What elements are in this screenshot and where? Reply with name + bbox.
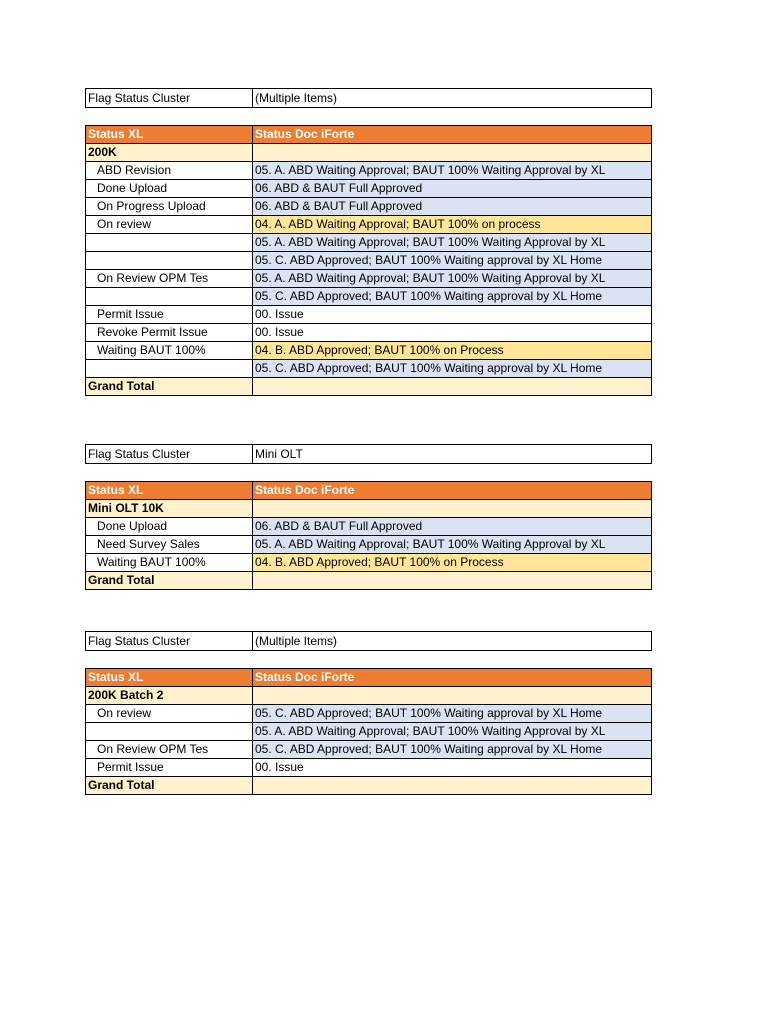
table-row	[86, 705, 652, 723]
grand-total-value	[253, 777, 652, 795]
group-row	[86, 500, 652, 518]
grand-total-row	[86, 572, 652, 590]
status-xl-cell: ABD Revision	[86, 162, 253, 180]
status-xl-cell: On review	[86, 216, 253, 234]
table-row	[86, 252, 652, 270]
status-xl-cell	[86, 723, 253, 741]
status-xl-cell: On review	[86, 705, 253, 723]
filter-label: Flag Status Cluster	[86, 89, 253, 108]
column-header-status-xl[interactable]: Status XL	[86, 482, 253, 500]
status-doc-cell: 00. Issue	[253, 306, 652, 324]
status-doc-cell: 04. B. ABD Approved; BAUT 100% on Process	[253, 342, 652, 360]
table-row	[86, 342, 652, 360]
grand-total-value	[253, 378, 652, 396]
header-row	[86, 126, 652, 144]
filter-label: Flag Status Cluster	[86, 445, 253, 464]
pivot-section-2	[85, 444, 651, 464]
table-row	[86, 741, 652, 759]
table-row	[86, 234, 652, 252]
grand-total-label: Grand Total	[86, 378, 253, 396]
group-row	[86, 144, 652, 162]
pivot-table	[85, 125, 652, 396]
table-row	[86, 162, 652, 180]
status-doc-cell: 04. B. ABD Approved; BAUT 100% on Process	[253, 554, 652, 572]
column-header-status-xl[interactable]: Status XL	[86, 126, 253, 144]
status-xl-cell: Waiting BAUT 100%	[86, 342, 253, 360]
grand-total-row	[86, 777, 652, 795]
status-xl-cell	[86, 288, 253, 306]
column-header-status-xl[interactable]: Status XL	[86, 669, 253, 687]
table-row	[86, 723, 652, 741]
filter-row	[86, 445, 652, 464]
status-doc-cell: 05. C. ABD Approved; BAUT 100% Waiting approval by XL Home	[253, 741, 652, 759]
status-doc-cell: 06. ABD & BAUT Full Approved	[253, 518, 652, 536]
status-doc-cell: 05. A. ABD Waiting Approval; BAUT 100% Waiting Approval by XL	[253, 536, 652, 554]
status-doc-cell: 04. A. ABD Waiting Approval; BAUT 100% on process	[253, 216, 652, 234]
pivot-table	[85, 481, 652, 590]
status-xl-cell: Done Upload	[86, 180, 253, 198]
table-row	[86, 216, 652, 234]
status-xl-cell: Revoke Permit Issue	[86, 324, 253, 342]
filter-table	[85, 88, 652, 108]
group-empty-cell	[253, 500, 652, 518]
table-row	[86, 759, 652, 777]
status-doc-cell: 05. A. ABD Waiting Approval; BAUT 100% Waiting Approval by XL	[253, 162, 652, 180]
filter-value[interactable]: (Multiple Items)	[253, 89, 652, 108]
pivot-section-3	[85, 631, 651, 651]
status-xl-cell: Permit Issue	[86, 759, 253, 777]
status-doc-cell: 00. Issue	[253, 759, 652, 777]
table-row	[86, 518, 652, 536]
table-row	[86, 306, 652, 324]
status-doc-cell: 05. C. ABD Approved; BAUT 100% Waiting approval by XL Home	[253, 252, 652, 270]
status-xl-cell	[86, 360, 253, 378]
header-row	[86, 482, 652, 500]
group-label[interactable]: Mini OLT 10K	[86, 500, 253, 518]
filter-label: Flag Status Cluster	[86, 632, 253, 651]
status-doc-cell: 05. A. ABD Waiting Approval; BAUT 100% Waiting Approval by XL	[253, 723, 652, 741]
table-row	[86, 324, 652, 342]
pivot-table-2	[85, 481, 651, 590]
status-xl-cell: On Review OPM Tes	[86, 741, 253, 759]
status-doc-cell: 06. ABD & BAUT Full Approved	[253, 180, 652, 198]
status-xl-cell	[86, 252, 253, 270]
status-doc-cell: 05. A. ABD Waiting Approval; BAUT 100% Waiting Approval by XL	[253, 234, 652, 252]
group-empty-cell	[253, 144, 652, 162]
status-doc-cell: 06. ABD & BAUT Full Approved	[253, 198, 652, 216]
status-xl-cell: On Progress Upload	[86, 198, 253, 216]
table-row	[86, 536, 652, 554]
status-xl-cell: Done Upload	[86, 518, 253, 536]
filter-row	[86, 632, 652, 651]
filter-table	[85, 631, 652, 651]
status-doc-cell: 05. A. ABD Waiting Approval; BAUT 100% Waiting Approval by XL	[253, 270, 652, 288]
table-row	[86, 198, 652, 216]
column-header-status-doc[interactable]: Status Doc iForte	[253, 126, 652, 144]
grand-total-value	[253, 572, 652, 590]
group-label[interactable]: 200K Batch 2	[86, 687, 253, 705]
status-doc-cell: 00. Issue	[253, 324, 652, 342]
status-xl-cell: Permit Issue	[86, 306, 253, 324]
group-label[interactable]: 200K	[86, 144, 253, 162]
grand-total-row	[86, 378, 652, 396]
table-row	[86, 288, 652, 306]
pivot-table-1	[85, 125, 651, 396]
group-empty-cell	[253, 687, 652, 705]
pivot-table	[85, 668, 652, 795]
table-row	[86, 180, 652, 198]
table-row	[86, 554, 652, 572]
status-doc-cell: 05. C. ABD Approved; BAUT 100% Waiting approval by XL Home	[253, 288, 652, 306]
pivot-table-3	[85, 668, 651, 795]
grand-total-label: Grand Total	[86, 777, 253, 795]
grand-total-label: Grand Total	[86, 572, 253, 590]
column-header-status-doc[interactable]: Status Doc iForte	[253, 482, 652, 500]
header-row	[86, 669, 652, 687]
table-row	[86, 270, 652, 288]
status-doc-cell: 05. C. ABD Approved; BAUT 100% Waiting approval by XL Home	[253, 360, 652, 378]
status-xl-cell: Need Survey Sales	[86, 536, 253, 554]
filter-value[interactable]: (Multiple Items)	[253, 632, 652, 651]
filter-row	[86, 89, 652, 108]
filter-table	[85, 444, 652, 464]
status-xl-cell: On Review OPM Tes	[86, 270, 253, 288]
filter-value[interactable]: Mini OLT	[253, 445, 652, 464]
status-xl-cell: Waiting BAUT 100%	[86, 554, 253, 572]
column-header-status-doc[interactable]: Status Doc iForte	[253, 669, 652, 687]
table-row	[86, 360, 652, 378]
status-doc-cell: 05. C. ABD Approved; BAUT 100% Waiting approval by XL Home	[253, 705, 652, 723]
group-row	[86, 687, 652, 705]
status-xl-cell	[86, 234, 253, 252]
pivot-section-1	[85, 88, 651, 108]
